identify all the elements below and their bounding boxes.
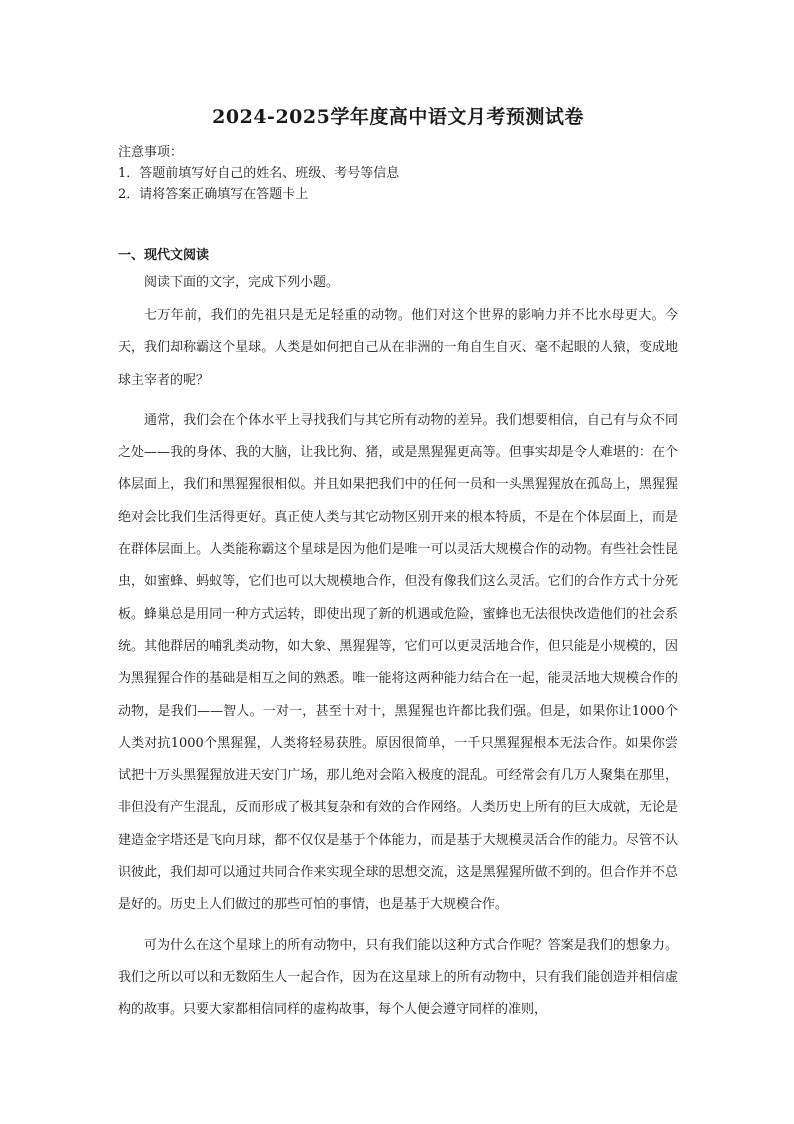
exam-title: 2024-2025学年度高中语文月考预测试卷 [212,106,584,128]
notice-block [118,142,678,205]
section-instruction: 阅读下面的文字，完成下列小题。 [144,275,340,290]
notice-item-1: 1．答题前填写好自己的姓名、班级、考号等信息 [118,166,400,181]
notice-item-2: 2．请将答案正确填写在答题卡上 [118,187,309,202]
notice-heading: 注意事项： [118,145,184,160]
passage-paragraph-1: 七万年前，我们的先祖只是无足轻重的动物。他们对这个世界的影响力并不比水母更大。今天，我们却称霸这个星球。人类是如何把自己从在非洲的一角自生自灭、毫不起眼的人猿，变成地球主宰者的呢？ [118,308,678,388]
passage-paragraph-3: 可为什么在这个星球上的所有动物中，只有我们能以这种方式合作呢？答案是我们的想象力。我们之所以可以和无数陌生人一起合作，因为在这星球上的所有动物中，只有我们能创造并相信虚构的故事。只要大家都相信同样的虚构故事，每个人便会遵守同样的准则， [118,937,678,1018]
passage-paragraph-2: 通常，我们会在个体水平上寻找我们与其它所有动物的差异。我们想要相信，自己有与众不同之处——我的身体、我的大脑，让我比狗、猪，或是黑猩猩更高等。但事实却是令人难堪的：在个体层面上，我们和黑猩猩很相似。并且如果把我们中的任何一员和一头黑猩猩放在孤岛上，黑猩猩绝对会比我们生活得更好。真正使人类与其它动物区别开来的根本特质，不是在个体层面上，而是在群体层面上。人类能称霸这个星球是因为他们是唯一可以灵活大规模合作的动物。有些社会性昆虫，如蜜蜂、蚂蚁等，它们也可以大规模地合作，但没有像我们这么灵活。它们的合作方式十分死板。蜂巢总是用同一种方式运转，即使出现了新的机遇或危险，蜜蜂也无法很快改造他们的社会系统。其他群居的哺乳类动物，如大象、黑猩猩等，它们可以更灵活地合作，但只能是小规模的，因为黑猩猩合作的基础是相互之间的熟悉。唯一能将这两种能力结合在一起，能灵活地大规模合作的动物，是我们——智人。一对一，甚至十对十，黑猩猩也许都比我们强。但是，如果你让1000个人类对抗1000个黑猩猩，人类将轻易获胜。原因很简单，一千只黑猩猩根本无法合作。如果你尝试把十万头黑猩猩放进天安门广场，那儿绝对会陷入极度的混乱。可经常会有几万人聚集在那里，非但没有产生混乱，反而形成了极其复杂和有效的合作网络。人类历史上所有的巨大成就，无论是建造金字塔还是飞向月球，都不仅仅是基于个体能力，而是基于大规模灵活合作的能力。尽管不认识彼此，我们却可以通过共同合作来实现全球的思想交流，这是黑猩猩所做不到的。但合作并不总是好的。历史上人们做过的那些可怕的事情，也是基于大规模合作。 [118,412,678,913]
reading-section [118,245,678,1027]
section-heading: 一、现代文阅读 [118,248,210,263]
exam-page [118,102,678,1027]
